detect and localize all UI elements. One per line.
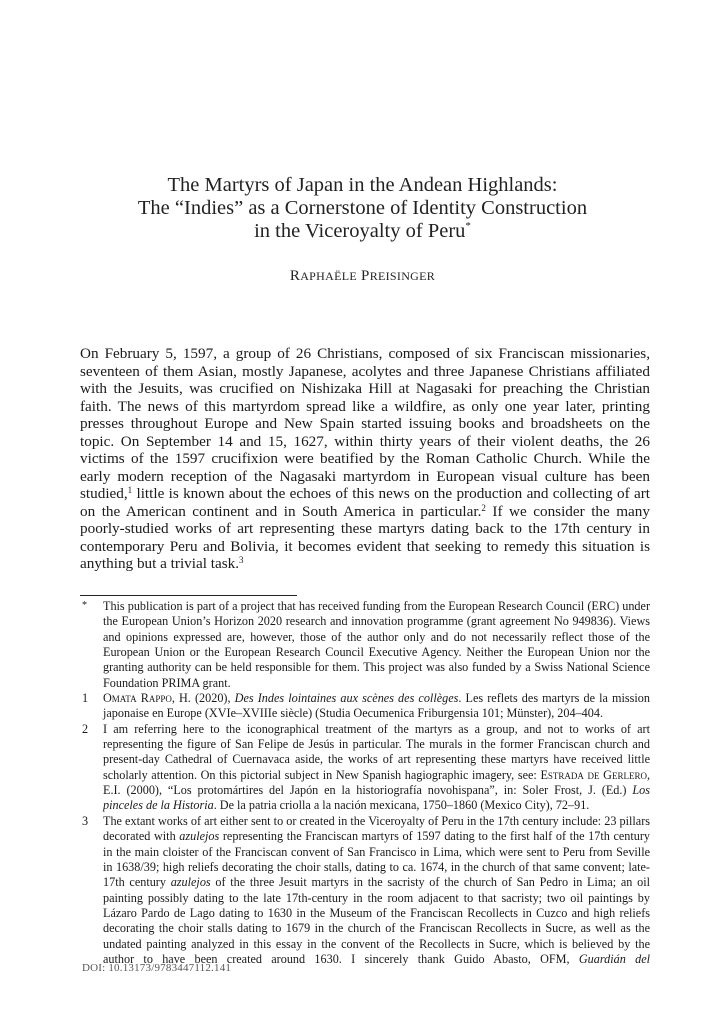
footnote-1-post: . Les reflets des martyrs de la mission japonaise en Europe (XVIe–XVIIIe siècle) (Studia Oecumenica Friburgensia 101; Münster), 204–404.	[103, 691, 650, 721]
footnote-2-post: . De la patria criolla a la nación mexicana, 1750–1860 (Mexico City), 72–91.	[213, 798, 590, 813]
body-text-part-3: If we consider the many poorly-studied works of art representing these martyrs dating back to the 17th century in contemporary Peru and Bolivia, it becomes evident that seeking to remedy this situation is anything but a trivial task.	[80, 502, 650, 572]
footnote-2-text: I am referring here to the iconographical treatment of the martyrs as a group, and not to works of art representing the figure of San Felipe de Jesús in particular. The murals in the former Franciscan church and present-day Cathedral of Cuernavaca aside, the works of art representing these martyrs have received little scholarly attention. On this pictorial subject in New Spanish hagiographic imagery, see:	[103, 721, 650, 782]
footnote-3	[80, 814, 650, 967]
body-text-part-1: On February 5, 1597, a group of 26 Christians, composed of six Franciscan missionaries, seventeen of them Asian, mostly Japanese, acolytes and three Japanese Christians affiliated with the Jesuits, was crucified on Nishizaka Hill at Nagasaki for preaching the Christian faith. The news of this martyrdom spread like a wildfire, as only one year later, printing presses throughout Europe and New Spain started issuing books and broadsheets on the topic. On September 14 and 15, 1627, within thirty years of their violent deaths, the 26 victims of the 1597 crucifixion were beatified by the Roman Catholic Church. While the early modern reception of the Nagasaki martyrdom in European visual culture has been studied,	[80, 345, 650, 502]
footnote-1-mark: 1	[82, 691, 89, 706]
footnote-2-mid: , E.I. (2000), “Los protomártires del Japón en la historiografía novohispana”, in: Soler Frost, J. (Ed.)	[103, 767, 650, 798]
footnote-star-mark: *	[82, 600, 87, 611]
body-text-part-2: little is known about the echoes of this news on the production and collecting of art on the American continent and in South America in particular.	[80, 485, 650, 520]
footnote-3-text-1: The extant works of art either sent to or created in the Viceroyalty of Peru in the 17th century include: 23 pillars decorated with	[103, 813, 650, 844]
footnotes	[80, 599, 650, 967]
footnote-2-title: Los pinceles de la Historia	[103, 783, 650, 813]
footnote-1-author: Omata Rappo	[103, 691, 172, 706]
doi-footer[interactable]: DOI: 10.13173/9783447112.141	[82, 962, 232, 974]
footnote-ref-1[interactable]: 1	[127, 485, 133, 495]
author-last-rest: REISINGER	[369, 269, 436, 283]
footnote-divider	[80, 595, 297, 596]
footnote-ref-3[interactable]: 3	[239, 555, 244, 565]
author-name	[0, 268, 725, 285]
footnote-star	[80, 599, 650, 691]
footnote-3-mark: 3	[82, 813, 89, 828]
footnote-2	[80, 722, 650, 814]
footnote-3-italic-3: Guardián del	[578, 951, 650, 966]
body-paragraph	[80, 345, 650, 573]
title-footnote-mark[interactable]: *	[465, 220, 471, 232]
title-line-1: The Martyrs of Japan in the Andean Highlands:	[167, 174, 558, 196]
footnote-2-author: Estrada de Gerlero	[540, 767, 647, 782]
footnote-1	[80, 691, 650, 722]
article-title	[0, 174, 725, 243]
title-line-3	[0, 220, 725, 243]
footnote-3-italic-2: azulejos	[170, 875, 211, 890]
footnote-1-pre: , H. (2020),	[171, 691, 235, 706]
footnote-ref-2[interactable]: 2	[481, 502, 486, 513]
footnote-1-title: Des Indes lointaines aux scènes des collèges	[234, 691, 459, 706]
footnote-star-text: This publication is part of a project that has received funding from the European Research Council (ERC) under the European Union’s Horizon 2020 research and innovation programme (grant agreement No 949836). Views and opinions expressed are, however, those of the author only and do not necessarily reflect those of the European Union or the European Research Council Executive Agency. Neither the European Union nor the granting authority can be held responsible for them. This project was also funded by a Swiss National Science Foundation PRIMA grant.	[103, 599, 650, 690]
footnote-3-italic-1: azulejos	[179, 829, 220, 844]
footnote-3-text-2: representing the Franciscan martyrs of 1597 dating to the first half of the 17th century in the main cloister of the Franciscan convent of San Francisco in Lima, which were sent to Peru from Seville in 1638/39; high reliefs decorating the choir stalls, dating to ca. 1674, in the church of that same convent; late-17th century	[103, 829, 651, 890]
footnote-3-text-3: of the three Jesuit martyrs in the sacristy of the church of San Pedro in Lima; an oil painting possibly dating to the late 17th-century in the room adjacent to that sacristy; two oil paintings by Lázaro Pardo de Lago dating to 1630 in the Museum of the Franciscan Recollects in Cuzco and high reliefs decorating the choir stalls dating to 1679 in the church of the Franciscan Recollects in Sucre, as well as the undated painting analyzed in this essay in the convent of the Recollects in Sucre, which is believed by the author to have been created around 1630. I sincerely thank Guido Abasto, OFM,	[103, 875, 650, 966]
author-first-rest: APHAËLE	[300, 269, 357, 283]
footnote-2-mark: 2	[82, 721, 89, 736]
title-line-2: The “Indies” as a Cornerstone of Identity Construction	[137, 197, 588, 219]
author-last-initial: P	[361, 268, 370, 284]
author-first-initial: R	[289, 268, 301, 284]
title-line-3-text: in the Viceroyalty of Peru	[254, 220, 466, 242]
